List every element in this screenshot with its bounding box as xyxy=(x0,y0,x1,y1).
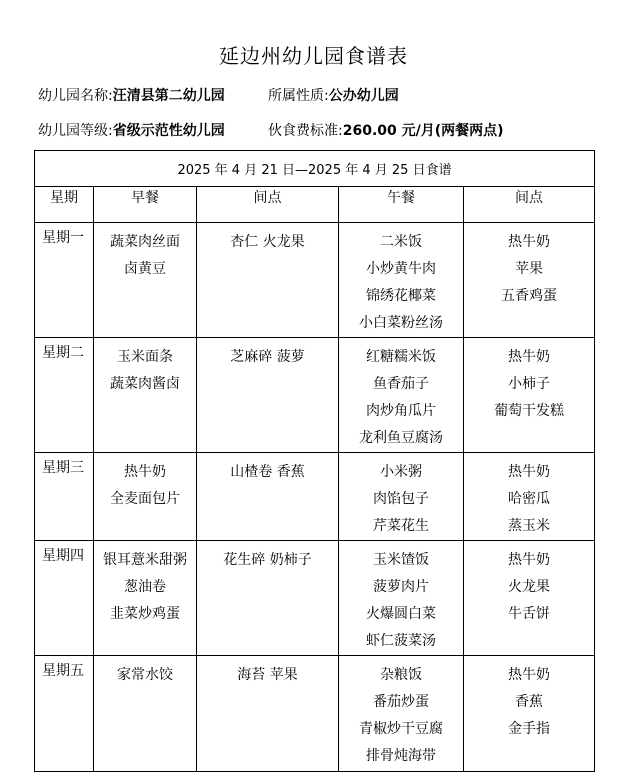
menu-item: 热牛奶 xyxy=(124,464,166,480)
morning-snack-cell xyxy=(197,338,339,453)
menu-item: 香蕉 xyxy=(515,694,544,710)
menu-item: 牛舌饼 xyxy=(508,606,551,622)
morning-snack-cell xyxy=(197,656,339,772)
menu-item: 蔬菜肉丝面 xyxy=(110,234,180,250)
menu-item: 番茄炒蛋 xyxy=(373,694,429,710)
menu-item: 蔬菜肉酱卤 xyxy=(110,376,180,392)
breakfast-cell xyxy=(94,656,197,772)
lunch-cell xyxy=(339,338,464,453)
meal-fee xyxy=(268,120,504,140)
day-cell xyxy=(35,541,94,656)
menu-item: 芹菜花生 xyxy=(373,518,429,534)
page-title: 延边州幼儿园食谱表 xyxy=(219,44,408,68)
name-label: 幼儿园名称: xyxy=(38,88,113,104)
menu-item: 韭菜炒鸡蛋 xyxy=(110,606,180,622)
menu-item: 锦绣花椰菜 xyxy=(366,288,436,304)
breakfast-cell xyxy=(94,453,197,541)
menu-item: 火龙果 xyxy=(508,579,551,595)
header-day: 星期 xyxy=(35,187,94,223)
menu-item: 二米饭 xyxy=(380,234,422,250)
menu-item: 玉米馇饭 xyxy=(373,552,429,568)
name-value: 汪清县第二幼儿园 xyxy=(112,88,225,104)
menu-item: 红糖糯米饭 xyxy=(366,349,436,365)
menu-item: 葱油卷 xyxy=(124,579,166,595)
menu-item: 杏仁 火龙果 xyxy=(230,234,305,250)
kindergarten-grade xyxy=(38,120,225,140)
table-row xyxy=(35,541,595,656)
menu-item: 家常水饺 xyxy=(117,667,173,683)
menu-item: 火爆圆白菜 xyxy=(366,606,436,622)
afternoon-snack-cell xyxy=(464,223,595,338)
table-row xyxy=(35,656,595,772)
menu-item: 卤黄豆 xyxy=(124,261,166,277)
menu-body xyxy=(35,223,595,772)
menu-item: 肉炒角瓜片 xyxy=(366,403,436,419)
menu-item: 银耳薏米甜粥 xyxy=(103,552,187,568)
afternoon-snack-cell xyxy=(464,453,595,541)
header-row xyxy=(35,187,595,223)
day-cell xyxy=(35,656,94,772)
type-value: 公办幼儿园 xyxy=(328,88,399,104)
menu-item: 金手指 xyxy=(508,721,551,737)
menu-item: 热牛奶 xyxy=(508,667,551,683)
day-label: 星期三 xyxy=(42,460,84,476)
menu-item: 全麦面包片 xyxy=(110,491,180,507)
menu-item: 玉米面条 xyxy=(117,349,173,365)
menu-item: 葡萄干发糕 xyxy=(494,403,565,419)
menu-item: 热牛奶 xyxy=(508,464,551,480)
type-label: 所属性质: xyxy=(268,88,329,104)
menu-item: 海苔 苹果 xyxy=(237,667,298,683)
day-label: 星期四 xyxy=(42,548,84,564)
menu-table xyxy=(34,150,595,772)
fee-value: 260.00 元/月(两餐两点) xyxy=(342,123,504,139)
afternoon-snack-cell xyxy=(464,541,595,656)
breakfast-cell xyxy=(94,541,197,656)
menu-item: 小炒黄牛肉 xyxy=(366,261,436,277)
lunch-cell xyxy=(339,541,464,656)
day-cell xyxy=(35,453,94,541)
menu-item: 山楂卷 香蕉 xyxy=(230,464,305,480)
day-label: 星期五 xyxy=(42,663,84,679)
menu-item: 热牛奶 xyxy=(508,234,551,250)
menu-item: 菠萝肉片 xyxy=(373,579,429,595)
grade-value: 省级示范性幼儿园 xyxy=(112,123,225,139)
menu-item: 蒸玉米 xyxy=(508,518,551,534)
breakfast-cell xyxy=(94,223,197,338)
header-breakfast: 早餐 xyxy=(94,187,197,223)
header-snack-pm: 间点 xyxy=(464,187,595,223)
fee-label: 伙食费标准: xyxy=(268,123,343,139)
menu-date-range: 2025 年 4 月 21 日—2025 年 4 月 25 日食谱 xyxy=(35,151,595,187)
menu-item: 热牛奶 xyxy=(508,552,551,568)
table-row xyxy=(35,223,595,338)
day-cell xyxy=(35,223,94,338)
menu-item: 花生碎 奶柿子 xyxy=(223,552,312,568)
morning-snack-cell xyxy=(197,223,339,338)
afternoon-snack-cell xyxy=(464,656,595,772)
table-row xyxy=(35,453,595,541)
table-row xyxy=(35,338,595,453)
lunch-cell xyxy=(339,656,464,772)
menu-item: 芝麻碎 菠萝 xyxy=(230,349,305,365)
menu-item: 五香鸡蛋 xyxy=(501,288,558,304)
breakfast-cell xyxy=(94,338,197,453)
menu-item: 鱼香茄子 xyxy=(373,376,429,392)
menu-item: 热牛奶 xyxy=(508,349,551,365)
morning-snack-cell xyxy=(197,541,339,656)
menu-item: 虾仁菠菜汤 xyxy=(366,633,436,649)
day-label: 星期一 xyxy=(42,230,84,246)
lunch-cell xyxy=(339,453,464,541)
morning-snack-cell xyxy=(197,453,339,541)
menu-item: 小柿子 xyxy=(508,376,551,392)
menu-item: 哈密瓜 xyxy=(508,491,551,507)
menu-item: 龙利鱼豆腐汤 xyxy=(359,430,443,446)
menu-item: 青椒炒干豆腐 xyxy=(359,721,443,737)
header-lunch: 午餐 xyxy=(339,187,464,223)
menu-item: 排骨炖海带 xyxy=(366,748,436,764)
header-snack-am: 间点 xyxy=(197,187,339,223)
lunch-cell xyxy=(339,223,464,338)
afternoon-snack-cell xyxy=(464,338,595,453)
day-cell xyxy=(35,338,94,453)
kindergarten-name xyxy=(38,85,225,105)
grade-label: 幼儿园等级: xyxy=(38,123,113,139)
menu-item: 杂粮饭 xyxy=(380,667,422,683)
menu-item: 苹果 xyxy=(515,261,544,277)
kindergarten-type xyxy=(268,85,399,105)
menu-item: 小米粥 xyxy=(380,464,422,480)
menu-item: 小白菜粉丝汤 xyxy=(359,315,443,331)
day-label: 星期二 xyxy=(42,345,84,361)
menu-item: 肉馅包子 xyxy=(373,491,429,507)
